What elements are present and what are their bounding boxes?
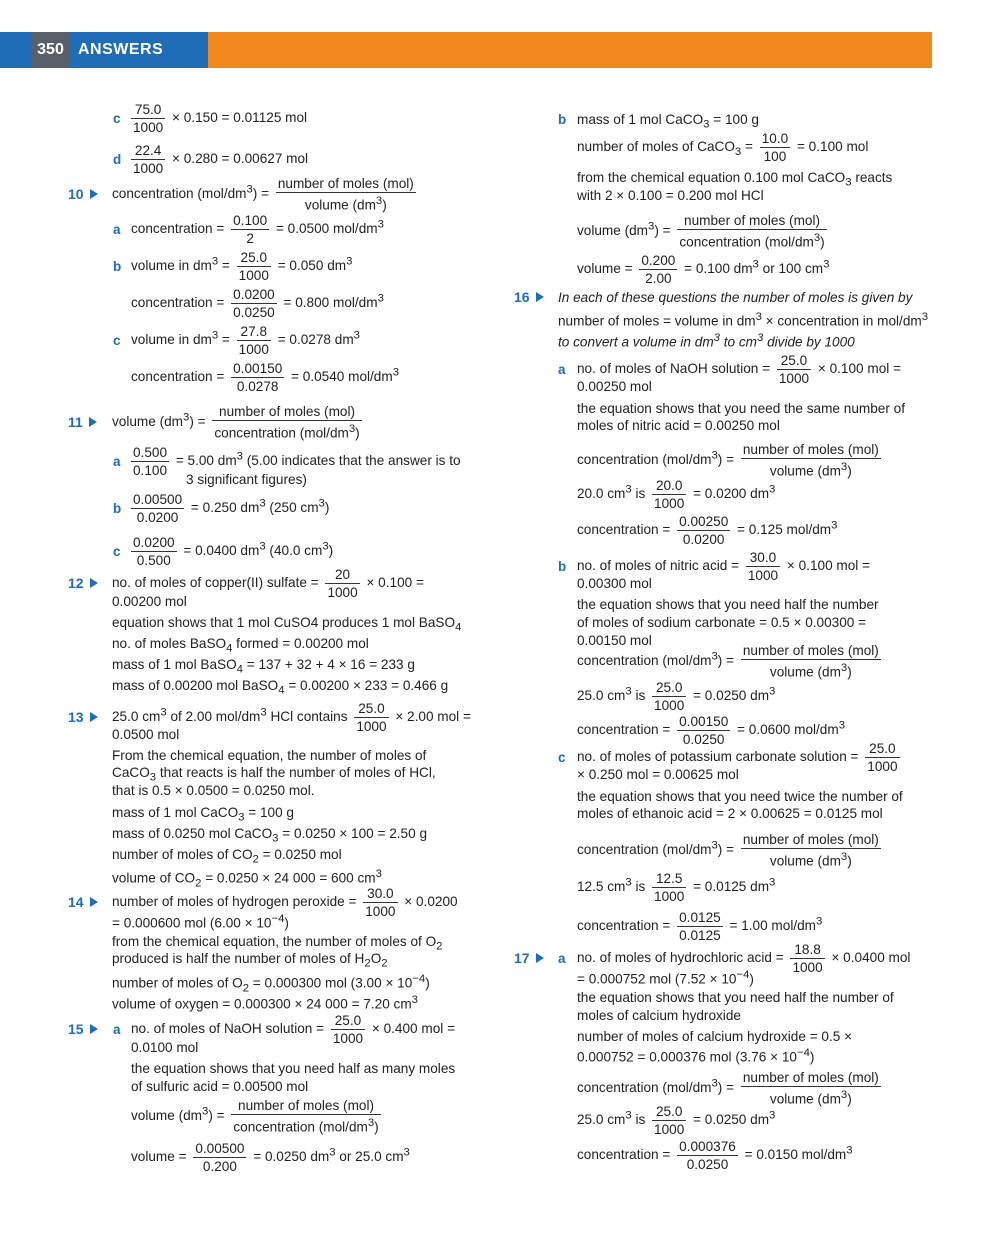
q14-line2: = 0.000600 mol $(6.00 \times 10^{-4})$: [112, 913, 289, 931]
part-letter-d: d: [113, 152, 122, 167]
q11a-answer: $\frac{0.500}{0.100}$ = 5.00 $dm^3$ (5.00 indicates that the answer is to: [133, 445, 461, 478]
q17a-line5: number of moles of calcium hydroxide = 0.5 ×: [577, 1029, 853, 1044]
q16b-line2: 0.00300 mol: [577, 576, 652, 591]
q15a-line1: no. of moles of NaOH solution = $\frac{25.0}{1000}$ × 0.400 mol =: [131, 1013, 456, 1046]
q12-line1: no. of moles of copper(II) sulfate = $\frac{20}{1000}$ × 0.100 =: [112, 567, 424, 600]
q10-formula: concentration $(mol/dm^3)$ = $\frac{\text{number of moles (mol)}}{volume (dm^3)}$: [112, 176, 414, 213]
q16c-concentration: concentration = $\frac{0.0125}{0.0125}$ = 1.00 mol/$dm^3$: [577, 910, 823, 943]
q16b-concentration: concentration = $\frac{0.00150}{0.0250}$ = 0.0600 mol/$dm^3$: [577, 714, 845, 747]
part-letter-a: a: [558, 362, 566, 377]
part-letter-a: a: [113, 454, 121, 469]
triangle-icon: [89, 417, 97, 427]
q16c-line2: × 0.250 mol = 0.00625 mol: [577, 767, 739, 782]
q17a-volume: 25.0 $cm^3$ is $\frac{25.0}{1000}$ = 0.0250 $dm^3$: [577, 1104, 776, 1137]
q14-line4: produced is half the number of moles of $H_2O_2$: [112, 951, 388, 970]
question-15-number: 15: [68, 1021, 98, 1038]
question-11-number: 11: [68, 414, 97, 431]
q16a-concentration: concentration = $\frac{0.00250}{0.0200}$ = 0.125 mol/$dm^3$: [577, 514, 838, 547]
triangle-icon: [90, 578, 98, 588]
r-b-line2: number of moles of CaCO$_3$ = $\frac{10.0}{100}$ = 0.100 mol: [577, 131, 869, 164]
q13-line2: 0.0500 mol: [112, 727, 180, 742]
q13-line9: volume of $CO_2 = 0.0250 \times 24$ 000 = 600 $cm^3$: [112, 868, 382, 890]
q10c-concentration: concentration = $\frac{0.00150}{0.0278}$ = 0.0540 mol/$dm^3$: [131, 361, 399, 394]
q16b-line5: 0.00150 mol: [577, 633, 652, 648]
triangle-icon: [90, 1024, 98, 1034]
q17a-line6: 0.000752 = 0.000376 mol $(3.76 \times 10^{-4})$: [577, 1047, 815, 1065]
q16b-line4: of moles of sodium carbonate = 0.5 × 0.00300 =: [577, 615, 867, 630]
part-letter-c: c: [113, 111, 121, 126]
q13-line5: that is 0.5 × 0.0500 = 0.0250 mol.: [112, 783, 315, 798]
q16-intro-line1: In each of these questions the number of moles is given by: [558, 290, 913, 305]
q16a-line3: the equation shows that you need the same number of: [577, 401, 905, 416]
q12-line5: mass of 1 mol BaSO$_4$ = 137 + 32 + 4 × 16 = 233 g: [112, 657, 415, 676]
q13-line3: From the chemical equation, the number of moles of: [112, 748, 427, 763]
question-10-number: 10: [68, 186, 98, 203]
r-b-line3: from the chemical equation 0.100 mol CaCO$_3$ reacts: [577, 170, 893, 189]
q15a-volume: volume = $\frac{0.00500}{0.200}$ = 0.0250 $dm^3$ or 25.0 $cm^3$: [131, 1141, 410, 1174]
q14-line5: number of moles of $O_2 = 0.000300$ mol $(3.00 \times 10^{-4})$: [112, 973, 430, 995]
q11a-note: 3 significant figures): [186, 472, 307, 487]
q11b-answer: $\frac{0.00500}{0.0200}$ = 0.250 $dm^3$ (250 $cm^3$): [133, 492, 330, 525]
q16b-line3: the equation shows that you need half the number: [577, 597, 879, 612]
q12-line6: mass of 0.00200 mol BaSO$_4$ = 0.00200 × 233 = 0.466 g: [112, 678, 449, 697]
q16b-volume: 25.0 $cm^3$ is $\frac{25.0}{1000}$ = 0.0250 $dm^3$: [577, 680, 776, 713]
q13-line6: mass of 1 mol CaCO$_3$ = 100 g: [112, 805, 294, 824]
q16a-line4: moles of nitric acid = 0.00250 mol: [577, 418, 780, 433]
q13-line7: mass of 0.0250 mol CaCO$_3$ = 0.0250 × 100 = 2.50 g: [112, 826, 428, 845]
part-letter-b: b: [113, 501, 122, 516]
q17a-formula: concentration $(mol/dm^3)$ = $\frac{\text{number of moles (mol)}}{volume (dm^3)}$: [577, 1070, 879, 1107]
triangle-icon: [536, 292, 544, 302]
q17a-line2: = 0.000752 mol $(7.52 \times 10^{-4})$: [577, 969, 754, 987]
q16c-line1: no. of moles of potassium carbonate solution = $\frac{25.0}{1000}$: [577, 741, 898, 774]
q14-line1: number of moles of hydrogen peroxide = $\frac{30.0}{1000}$ × 0.0200: [112, 886, 458, 919]
q12-line2: 0.00200 mol: [112, 594, 187, 609]
q14-line6: volume of oxygen = 0.000300 × 24 000 = 7.20 $cm^3$: [112, 994, 418, 1012]
part-letter-c: c: [113, 544, 121, 559]
triangle-icon: [90, 897, 98, 907]
q17a-line1: no. of moles of hydrochloric acid = $\frac{18.8}{1000}$ × 0.0400 mol: [577, 942, 911, 975]
part-letter-a: a: [113, 1022, 121, 1037]
q13-line4: CaCO$_3$ that reacts is half the number of moles of HCl,: [112, 765, 436, 784]
part-letter-a: a: [113, 222, 121, 237]
q15a-line2: 0.0100 mol: [131, 1040, 199, 1055]
q16c-formula: concentration $(mol/dm^3)$ = $\frac{\text{number of moles (mol)}}{volume (dm^3)}$: [577, 832, 879, 869]
q14-line3: from the chemical equation, the number of moles of $O_2$: [112, 934, 443, 953]
q16a-volume: 20.0 $cm^3$ is $\frac{20.0}{1000}$ = 0.0200 $dm^3$: [577, 478, 776, 511]
page-number: 350: [31, 32, 70, 68]
q10b-concentration: concentration = $\frac{0.0200}{0.0250}$ = 0.800 mol/$dm^3$: [131, 287, 384, 320]
triangle-icon: [90, 189, 98, 199]
fraction: $\frac{75.0}{1000}$: [133, 102, 164, 135]
part-letter-c: c: [113, 333, 121, 348]
part-letter-b: b: [113, 259, 122, 274]
question-14-number: 14: [68, 894, 98, 911]
q16c-volume: 12.5 $cm^3$ is $\frac{12.5}{1000}$ = 0.0125 $dm^3$: [577, 871, 776, 904]
question-17-number: 17: [514, 950, 544, 967]
q11c-answer: $\frac{0.0200}{0.500}$ = 0.0400 $dm^3$ (40.0 $cm^3$): [133, 535, 334, 568]
q10b-volume: volume in $dm^3$ = $\frac{25.0}{1000}$ = 0.050 $dm^3$: [131, 250, 353, 283]
q15a-formula: volume $(dm^3)$ = $\frac{\text{number of moles (mol)}}{concentration (mol/dm^3)}$: [131, 1098, 379, 1135]
triangle-icon: [90, 712, 98, 722]
part-letter-b: b: [558, 559, 567, 574]
part-letter-c: c: [558, 750, 566, 765]
answer-9c: $\frac{75.0}{1000}$ × 0.150 = 0.01125 mol: [133, 102, 308, 135]
q16c-line3: the equation shows that you need twice the number of: [577, 789, 903, 804]
header-orange-band: [208, 32, 932, 68]
q15a-line3: the equation shows that you need half as many moles: [131, 1061, 456, 1076]
q12-line3: equation shows that 1 mol CuSO4 produces 1 mol BaSO$_4$: [112, 615, 462, 634]
r-b-volume: volume = $\frac{0.200}{2.00}$ = 0.100 $dm^3$ or 100 $cm^3$: [577, 253, 830, 286]
q17a-line4: moles of calcium hydroxide: [577, 1008, 741, 1023]
question-12-number: 12: [68, 575, 98, 592]
q17a-line3: the equation shows that you need half the number of: [577, 990, 894, 1005]
q16-intro-line3: to convert a volume in $dm^3$ to $cm^3$ divide by 1000: [558, 332, 855, 350]
q10a-answer: concentration = $\frac{0.100}{2}$ = 0.0500 mol/$dm^3$: [131, 213, 384, 246]
page-title: ANSWERS: [78, 41, 164, 58]
q16-intro-line2: number of moles = volume in $dm^3$ × concentration in mol/$dm^3$: [558, 311, 929, 329]
r-b-formula: volume $(dm^3)$ = $\frac{\text{number of moles (mol)}}{concentration (mol/dm^3)}$: [577, 213, 825, 250]
q16b-formula: concentration $(mol/dm^3)$ = $\frac{\text{number of moles (mol)}}{volume (dm^3)}$: [577, 643, 879, 680]
q13-line8: number of moles of $CO_2 = 0.0250$ mol: [112, 847, 342, 866]
q17a-concentration: concentration = $\frac{0.000376}{0.0250}$ = 0.0150 mol/$dm^3$: [577, 1139, 853, 1172]
triangle-icon: [536, 953, 544, 963]
r-b-line4: with 2 × 0.100 = 0.200 mol HCl: [577, 188, 764, 203]
question-13-number: 13: [68, 709, 98, 726]
q10c-volume: volume in $dm^3$ = $\frac{27.8}{1000}$ = 0.0278 $dm^3$: [131, 324, 360, 357]
q13-line1: 25.0 $cm^3$ of 2.00 mol/$dm^3$ HCl contains $\frac{25.0}{1000}$ × 2.00 mol =: [112, 701, 471, 734]
part-letter-a: a: [558, 951, 566, 966]
q12-line4: no. of moles BaSO$_4$ formed = 0.00200 mol: [112, 636, 369, 655]
q15a-line4: of sulfuric acid = 0.00500 mol: [131, 1079, 309, 1094]
q16b-line1: no. of moles of nitric acid = $\frac{30.0}{1000}$ × 0.100 mol =: [577, 550, 871, 583]
q11-formula: volume $(dm^3)$ = $\frac{\text{number of moles (mol)}}{concentration (mol/dm^3)}$: [112, 404, 360, 441]
part-letter-b: b: [558, 112, 567, 127]
q16c-line4: moles of ethanoic acid = 2 × 0.00625 = 0.0125 mol: [577, 806, 883, 821]
answer-9d: $\frac{22.4}{1000}$ × 0.280 = 0.00627 mol: [133, 143, 309, 176]
question-16-number: 16: [514, 289, 544, 306]
q16a-line1: no. of moles of NaOH solution = $\frac{25.0}{1000}$ × 0.100 mol =: [577, 353, 902, 386]
q16a-line2: 0.00250 mol: [577, 379, 652, 394]
r-b-line1: mass of 1 mol CaCO$_3$ = 100 g: [577, 112, 759, 131]
q16a-formula: concentration $(mol/dm^3)$ = $\frac{\text{number of moles (mol)}}{volume (dm^3)}$: [577, 442, 879, 479]
